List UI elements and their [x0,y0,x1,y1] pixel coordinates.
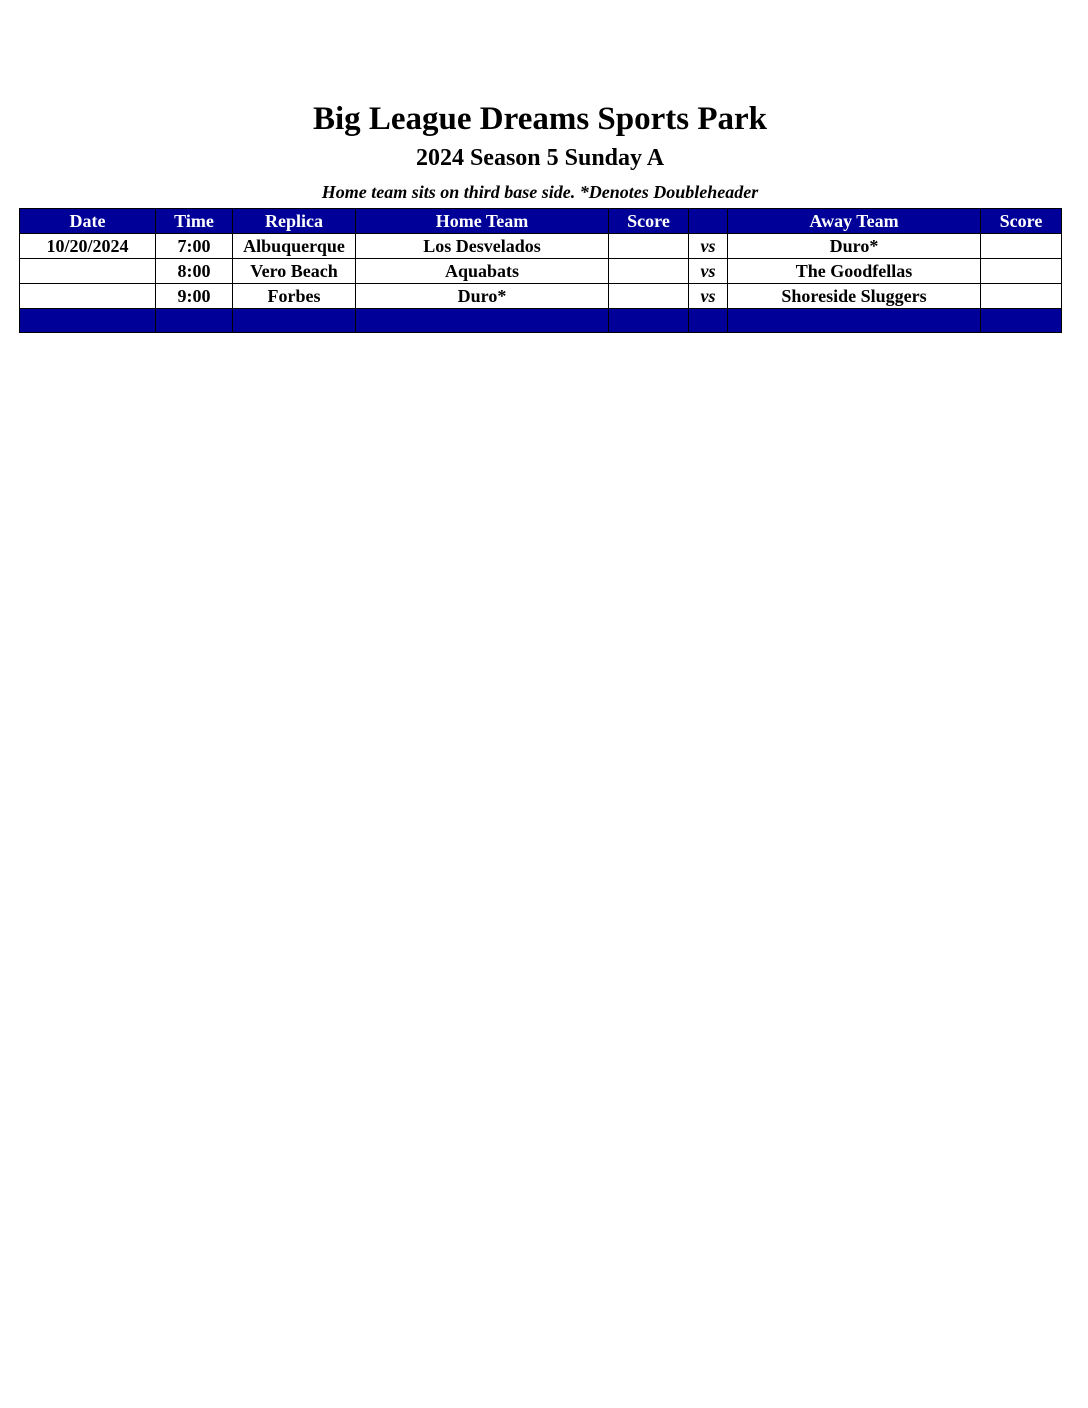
replica-cell: Vero Beach [233,259,356,284]
table-row [20,234,1062,259]
page-subtitle: 2024 Season 5 Sunday A [415,145,665,171]
home-score-cell [609,234,689,259]
away-score-cell [981,284,1062,309]
vs-cell: vs [689,284,728,309]
table-header-row [20,209,1062,234]
vs-cell: vs [689,259,728,284]
vs-cell: vs [689,234,728,259]
column-header-away-score: Score [981,209,1062,234]
footer-cell [981,309,1062,333]
date-cell [20,284,156,309]
footer-cell [609,309,689,333]
replica-cell: Forbes [233,284,356,309]
column-header-vs [689,209,728,234]
away-team-cell: Shoreside Sluggers [728,284,981,309]
column-header-date: Date [20,209,156,234]
replica-cell: Albuquerque [233,234,356,259]
footer-cell [233,309,356,333]
column-header-home-score: Score [609,209,689,234]
away-score-cell [981,259,1062,284]
home-team-cell: Aquabats [356,259,609,284]
schedule-note: Home team sits on third base side. *Denotes Doubleheader [321,182,759,202]
away-score-cell [981,234,1062,259]
time-cell: 8:00 [156,259,233,284]
column-header-time: Time [156,209,233,234]
footer-cell [156,309,233,333]
date-cell [20,259,156,284]
page-title: Big League Dreams Sports Park [312,101,768,137]
away-team-cell: Duro* [728,234,981,259]
home-score-cell [609,284,689,309]
column-header-replica: Replica [233,209,356,234]
table-footer-row [20,309,1062,333]
table-row [20,259,1062,284]
time-cell: 7:00 [156,234,233,259]
time-cell: 9:00 [156,284,233,309]
column-header-away-team: Away Team [728,209,981,234]
footer-cell [356,309,609,333]
schedule-table [19,208,1062,333]
footer-cell [728,309,981,333]
date-cell: 10/20/2024 [20,234,156,259]
home-score-cell [609,259,689,284]
footer-cell [689,309,728,333]
home-team-cell: Duro* [356,284,609,309]
column-header-home-team: Home Team [356,209,609,234]
away-team-cell: The Goodfellas [728,259,981,284]
home-team-cell: Los Desvelados [356,234,609,259]
table-row [20,284,1062,309]
footer-cell [20,309,156,333]
